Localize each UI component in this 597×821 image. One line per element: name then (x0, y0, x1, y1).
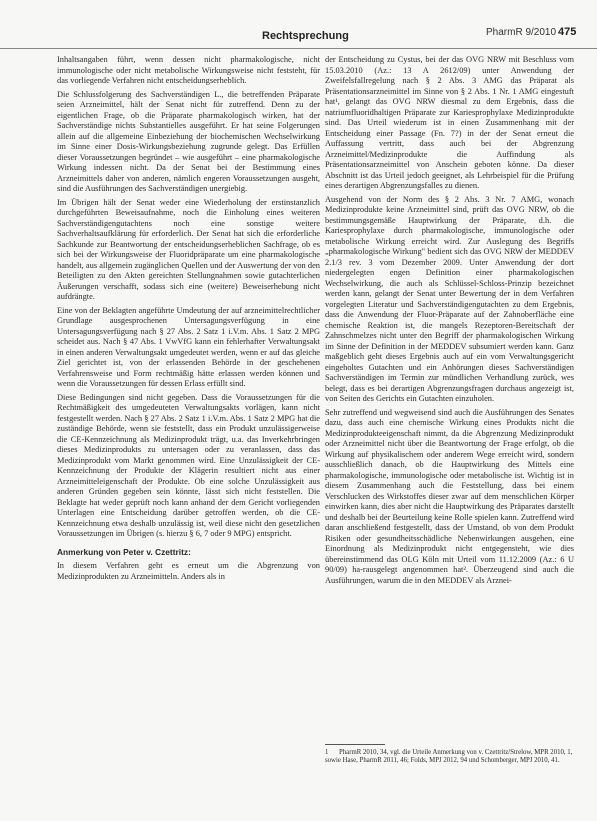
left-column (57, 55, 320, 585)
paragraph: der Entscheidung zu Cystus, bei der das OVG NRW mit Beschluss vom 15.03.2010 (Az.: 13 A 2612/09) unter Anwendung der Zweifelsfallregelung nach § 2 Abs. 3 AMG das Präparat als Präsentationsarzneimittel im Sinne von § 2 Abs. 1 Nr. 1 AMG eingestuft hat¹, gelangt das OVG NRW diesmal zu dem Ergebnis, dass die natriumfluoridhaltigen Präparate zur Kariesprophylaxe Medizinprodukte sind. Das Urteil wiederum ist in einen Zusammenhang mit der Entscheidung einer Passage (Fn. 7?) in der der Senat erneut die Auffassung vertritt, dass auch bei der Abgrenzung Arzneimittel/Medizinprodukte die Auffindung als Präsentationsarzneimittel von Anschein geboten könne. Da dieser Abschnitt ist das Urteil jedoch geeignet, als Lehrbeispiel für die Prüfung eines derartigen Abgrenzungsfalles zu dienen. (325, 55, 574, 190)
paragraph: In diesem Verfahren geht es erneut um die Abgrenzung von Medizinprodukten zu Arzneimitteln. Anders als in (57, 561, 320, 581)
paragraph: Die Schlussfolgerung des Sachverständigen L., die betreffenden Präparate seien Arzneimittel, hält der Senat nicht für zutreffend. Denn zu der eigentlichen Frage, ob die Präparate pharmakologisch wirken, hat der Sachverständige nichts Substantielles ausgeführt. Er hat seine Folgerungen allein auf die allgemeine Einbeziehung der biochemischen Wechselwirkung im Sinne einer Dosis-Wirkungsbeziehung zugrunde gelegt. Das Erfüllen dieser Voraussetzungen begründet – wie ausgeführt – eine pharmakologische Wirkung indessen nicht. Da der Senat bei der Bestimmung eines Arzneimittels daher von anderen, nämlich engeren Voraussetzungen ausgeht, sind die Ausführungen des Sachverständigen unergiebig. (57, 89, 320, 193)
page-number: 475 (558, 26, 577, 38)
annotation-heading: Anmerkung von Peter v. Czettritz: (57, 546, 191, 557)
header-rule (0, 48, 597, 49)
paragraph: Ausgehend von der Norm des § 2 Abs. 3 Nr. 7 AMG, wonach Medizinprodukte keine Arzneimittel sind, prüft das OVG NRW, ob die bestimmungsgemäße Hauptwirkung der Präparate, d.h. die Kariesprophylaxe durch pharmakologische, immunologische oder metabolische Wirkung erreicht wird. Zur Auslegung des Begriffs „pharmakologische Wirkung" bedient sich das OVG NRW der MEDDEV 2.1/3 rev. 3 vom Dezember 2009. Unter Anwendung der dort niedergelegten engen Definition einer pharmakologischen Wechselwirkung, die auch als Schlüssel-Schloss-Prinzip bezeichnet werden kann, gelangt der Senat unter Bewertung der in dem Verfahren vorgelegten Literatur und Sachverständigengutachten zu dem Ergebnis, dass die Anwendung der Fluor-Präparate auf der Zahnoberfläche eine chemische Reaktion ist, die mangels Rezeptoren-Bereitschaft der Zahnschmelzes nicht unter den Begriff der pharmakologischen Wirkung im Sinne der Definition in der MEDDEV subsumiert werden kann. Ganz maßgeblich geht dieses Ergebnis auch auf ein vom Verwaltungsgericht eingeholtes Gutachten und ein Anhörungen dieses Sachverständigen Sachverständigen im Termin zur mündlichen Verhandlung zurück, wes belegt, dass es bei derartigen Abgrenzungsfragen durchaus angezeigt ist, von Seiten des Gerichts ein Gutachten einzuholen. (325, 194, 574, 403)
paragraph: Inhaltsangaben führt, wenn dessen nicht pharmakologische, nicht immunologische oder nicht metabolische Wirkungsweise nicht feststeht, für das vorliegende Verfahren nicht entscheidungserheblich. (57, 55, 320, 85)
footnote-text: PharmR 2010, 34, vgl. die Urteile Anmerkung von v. Czettritz/Strelow, MPR 2010, 1, sowie Hase, PharmR 2011, 46; Folds, MPJ 2012, 94 und Schomberger, MPJ 2010, 41. (325, 749, 573, 765)
right-column (325, 55, 574, 589)
paragraph: Sehr zutreffend und wegweisend sind auch die Ausführungen des Senates dazu, dass auch eine chemische Wirkung eines Produkts nicht die Medizinprodukteeigenschaft nimmt, da die Abgrenzung Medizinprodukt oder Arzneimittel nicht über die Beantwortung der Frage erfolgt, ob die Wirkung auf physikalischem oder anderem Wege erreicht wird, sondern ausschließlich danach, ob die Hauptwirkung des Mittels eine pharmakologische, immunologische oder metabolische ist. Wichtig ist in diesem Zusammenhang auch die Feststellung, dass bei einem Verschlucken des Wirkstoffes dieser zwar auf dem menschlichen Körper einwirken kann, dies aber nicht die Hauptwirkung des Präparates darstellt und deshalb bei der Beurteilung keine Rolle spielen kann. Zutreffend wird daran anschließend festgestellt, dass der Umstand, ob von dem Produkt Risiken oder gesundheitsschädliche Nebenwirkungen ausgehen, eine Einordnung als Medizinprodukt nicht entgegensteht, wie dies übereinstimmend das OLG Köln mit Urteil vom 11.12.2009 (Az.: 6 U 90/09) ha-rausgelegt angenommen hat². Überzeugend sind auch die Ausführungen, warum die in den MEDDEV als Arznei- (325, 407, 574, 585)
footnote (325, 749, 574, 766)
journal-citation: PharmR 9/2010 (486, 27, 557, 38)
footnote-number: 1 (325, 749, 329, 756)
footnote-rule (325, 744, 385, 745)
paragraph: Eine von der Beklagten angeführte Umdeutung der auf arzneimittelrechtlicher Grundlage ausgesprochenen Untersagungsverfügung in eine Untersagungsverfügung nach § 27 Abs. 2 Satz 1 i.V.m. Abs. 1 Satz 2 MPG scheidet aus. Nach § 47 Abs. 1 VwVfG kann ein fehlerhafter Verwaltungsakt in einen anderen Verwaltungsakt umgedeutet werden, wenn er auf das gleiche Ziel gerichtet ist, von der erlassenden Behörde in der geschehenen Verfahrensweise und Form rechtmäßig hätte erlassen werden können und wenn die Voraussetzungen für dessen Erlass erfüllt sind. (57, 305, 320, 388)
paragraph: Diese Bedingungen sind nicht gegeben. Dass die Voraussetzungen für die Rechtmäßigkeit des umgedeuteten Verwaltungsakts vorlägen, kann nicht festgestellt werden. Nach § 27 Abs. 2 Satz 1 i.V.m. Abs. 1 Satz 2 MPG hat die zuständige Behörde, wenn sie feststellt, dass ein Produkt unzulässigerweise die CE-Kennzeichnung als Medizinprodukt trägt, u.a. das Inverkehrbringen dieses Medizinprodukts zu untersagen oder zu veranlassen, dass das Medizinprodukt vom Markt genommen wird. Eine Unzulässigkeit der CE-Kennzeichnung der Produkte der Klägerin resultiert nicht aus einer Arzneimitteleigenschaft der Produkte. Ob eine solche Unzulässigkeit aus anderen Gründen gegeben sein könnte, lässt sich nicht feststellen. Die Beklagte hat weder geprüft noch kann anhand der dem Gericht vorliegenden Unterlagen eine Entscheidung darüber getroffen werden, ob die CE-Kennzeichnung etwa deshalb unzulässig ist, weil diese nicht den gesetzlichen Voraussetzungen im Übrigen (s. hierzu § 6, 7 oder 9 MPG) entspricht. (57, 392, 320, 538)
section-rubric: Rechtsprechung (262, 30, 349, 42)
page-header (0, 21, 597, 49)
paragraph: Im Übrigen hält der Senat weder eine Wiederholung der erstinstanzlich durchgeführten Beweisaufnahme, noch die Einholung eines weiteren Sachverständigengutachtens noch eine sonstige weitere Sachverhaltsaufklärung für erforderlich. Der Senat hat sich die erforderliche Sachkunde zur Beantwortung der entscheidungserheblichen Sachfrage, ob es sich bei der Wirkungsweise der Fluoridpräparate um eine pharmakologische handelt, aus allgemein zugänglichen Quellen und der Auswertung der von den Beteiligten zu den Akten gereichten Stellungnahmen sowie gutachterlichen Äußerungen verschafft, sodass sich eine (weitere) Beweiserhebung nicht aufdrängte. (57, 197, 320, 301)
